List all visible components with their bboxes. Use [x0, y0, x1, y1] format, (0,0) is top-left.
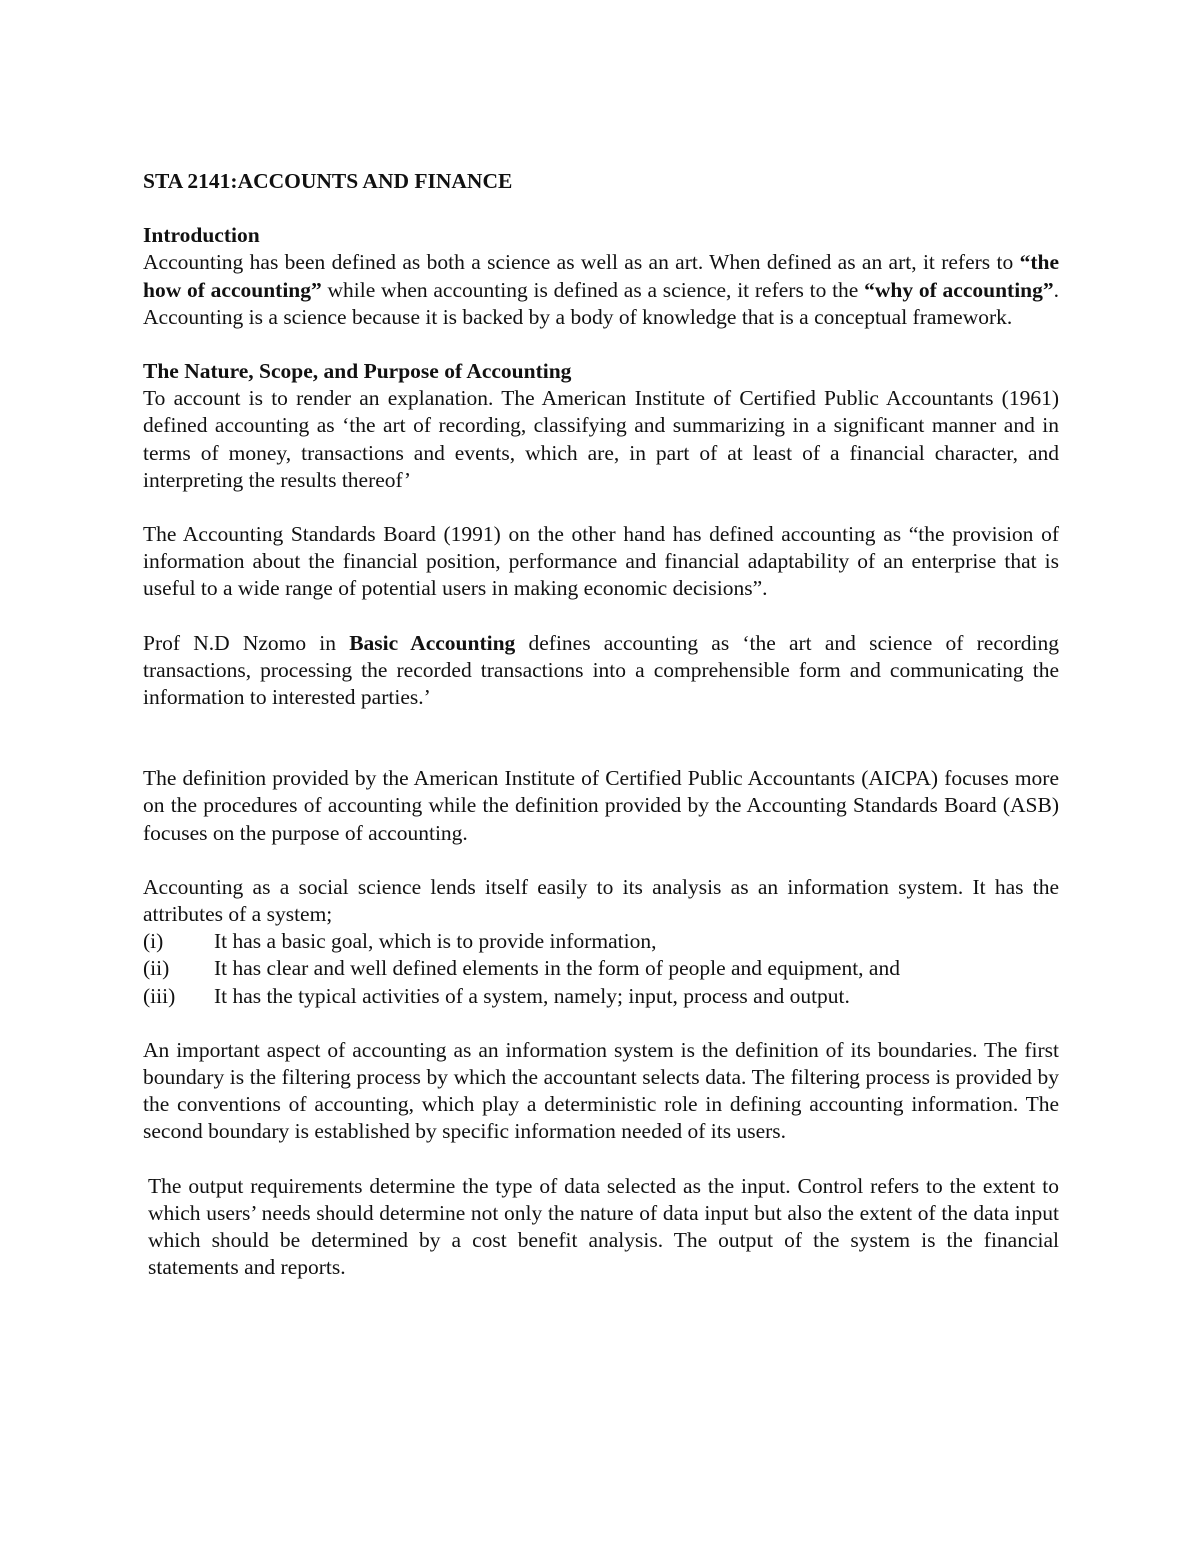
boundaries-paragraph: An important aspect of accounting as an information system is the definition of its boundaries. The first boundary is the filtering process by which the accountant selects data. The filtering process is provided by the conventions of accounting, which play a deterministic role in defining accounting information. The second boundary is established by specific information needed of its users.: [143, 1037, 1059, 1144]
output-control-paragraph: The output requirements determine the type of data selected as the input. Control refers to the extent to which users’ needs should determine not only the nature of data input but also the extent of the data input which should be determined by a cost benefit analysis. The output of the system is the financial statements and reports.: [148, 1173, 1059, 1280]
list-item: [143, 928, 1059, 955]
section-heading-introduction: Introduction: [143, 223, 260, 248]
aicpa-definition-paragraph: To account is to render an explanation. The American Institute of Certified Public Accountants (1961) defined accounting as ‘the art of recording, classifying and summarizing in a significant manner and in terms of money, transactions and events, which are, in part of at least of a financial character, and interpreting the results thereof’: [143, 386, 1059, 492]
comparison-paragraph: The definition provided by the American Institute of Certified Public Accountants (AICPA) focuses more on the procedures of accounting while the definition provided by the Accounting Standards Board (ASB) focuses on the purpose of accounting.: [143, 766, 1059, 845]
document-title: STA 2141:ACCOUNTS AND FINANCE: [143, 169, 513, 193]
list-item-number: (ii): [143, 956, 170, 981]
intro-emphasis-why: “why of accounting”: [864, 277, 1054, 302]
information-system-paragraph: Accounting as a social science lends itself easily to its analysis as an information system. It has the attributes of a system;: [143, 874, 1059, 927]
spacer: [143, 847, 1059, 874]
spacer: [143, 1146, 1059, 1173]
spacer: [143, 603, 1059, 630]
intro-emphasis-how: “the how of accounting”: [143, 250, 1059, 302]
spacer: [143, 494, 1059, 521]
list-item: [143, 983, 1059, 1010]
book-title-basic-accounting: Basic Accounting: [349, 630, 516, 655]
list-item-text: It has the typical activities of a system, namely; input, process and output.: [214, 983, 850, 1008]
spacer: [143, 331, 1059, 358]
nzomo-text-2: defines accounting as ‘the art and science of recording transactions, processing the recorded transactions into a comprehensible form and communicating the information to interested parties.’: [143, 630, 1059, 710]
intro-text-3: . Accounting is a science because it is backed by a body of knowledge that is a conceptual framework.: [143, 277, 1059, 329]
list-item-number: (iii): [143, 983, 176, 1008]
spacer: [143, 1010, 1059, 1037]
system-attributes-list: [143, 928, 1059, 1010]
list-item: [143, 955, 1059, 982]
nzomo-definition-paragraph: [143, 630, 1059, 712]
intro-paragraph: [143, 249, 1059, 331]
list-item-text: It has clear and well defined elements in the form of people and equipment, and: [214, 956, 900, 981]
spacer: [143, 711, 1059, 765]
intro-text-2: while when accounting is defined as a science, it refers to the: [321, 277, 865, 302]
nzomo-text-1: Prof N.D Nzomo in: [143, 630, 350, 655]
list-item-text: It has a basic goal, which is to provide information,: [214, 929, 657, 954]
asb-definition-paragraph: The Accounting Standards Board (1991) on the other hand has defined accounting as “the provision of information about the financial position, performance and financial adaptability of an enterprise that is useful to a wide range of potential users in making economic decisions”.: [143, 522, 1059, 601]
document-body: [143, 168, 1059, 1282]
intro-text-1: Accounting has been defined as both a science as well as an art. When defined as an art, it refers to: [143, 250, 1020, 275]
section-heading-nature: The Nature, Scope, and Purpose of Accounting: [143, 359, 572, 384]
list-item-number: (i): [143, 929, 164, 954]
